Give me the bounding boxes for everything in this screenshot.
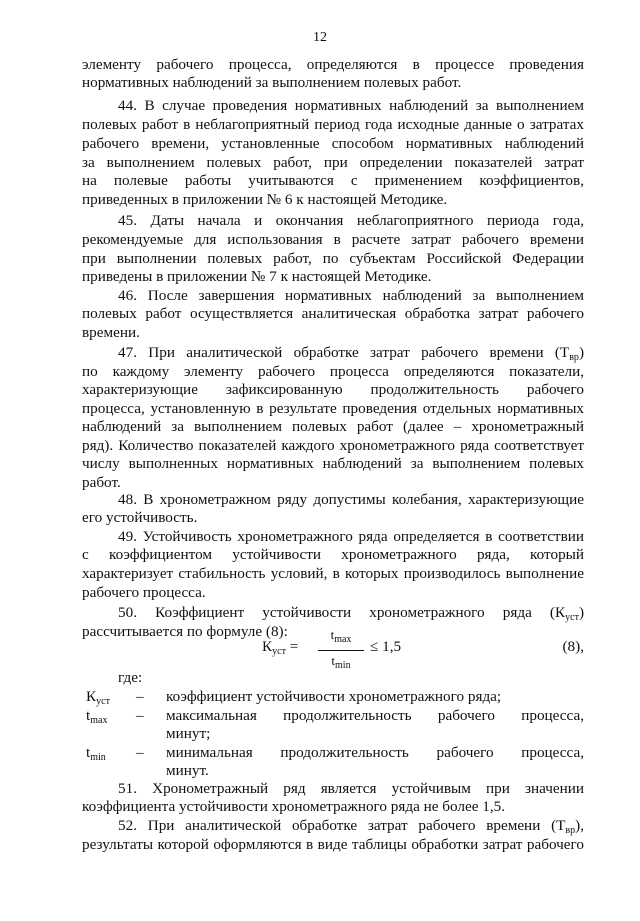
text-line: результаты которой оформляются в виде таблицы обработки затрат рабочего xyxy=(82,836,584,853)
text-fragment: 50. Коэффициент устойчивости хронометражного ряда (К xyxy=(118,604,566,621)
text-line: рекомендуемые для использования в расчете затрат рабочего времени xyxy=(82,231,584,248)
text-line: процесса, установленную в результате проведения отдельных нормативных xyxy=(82,400,584,417)
definition-text-continued: минут; xyxy=(166,725,211,742)
text-fragment: ) xyxy=(578,344,584,361)
where-label: где: xyxy=(118,669,143,686)
text-line: нормативных наблюдений за выполнением полевых работ. xyxy=(82,74,462,91)
definition-symbol: $t_{min}$ xyxy=(86,744,106,763)
text-line: элементу рабочего процесса, определяются в процессе проведения xyxy=(82,56,584,73)
text-line: 44. В случае проведения нормативных наблюдений за выполнением xyxy=(118,97,584,114)
text-fragment: 52. При аналитической обработке затрат рабочего времени (Т xyxy=(118,817,566,834)
definition-symbol: $t_{max}$ xyxy=(86,707,108,726)
text-line: полевых работ осуществляется аналитическая обработка затрат рабочего xyxy=(82,305,584,322)
definition-dash: – xyxy=(136,707,144,724)
formula-lhs: $К_{уст}$ = xyxy=(262,638,299,657)
text-fragment: ), xyxy=(575,817,584,834)
definition-text: минимальная продолжительность рабочего процесса, xyxy=(166,744,584,761)
definition-dash: – xyxy=(136,744,144,761)
definition-text: максимальная продолжительность рабочего процесса, xyxy=(166,707,584,724)
text-line: за выполнением полевых работ, при определении показателей затрат xyxy=(82,154,584,171)
text-line: 49. Устойчивость хронометражного ряда определяется в соответствии xyxy=(118,528,584,545)
text-line: приведены в приложении № 7 к настоящей Методике. xyxy=(82,268,432,285)
formula-8 xyxy=(262,626,462,672)
subscript: вр xyxy=(569,352,579,363)
definition-symbol: $К_{уст}$ xyxy=(86,688,110,707)
fraction-denominator: $t_{min}$ xyxy=(331,653,351,671)
text-fragment: 47. При аналитической обработке затрат рабочего времени (Т xyxy=(118,344,570,361)
text-fragment: ) xyxy=(578,604,584,621)
definition-text-continued: минут. xyxy=(166,762,209,779)
definition-dash: – xyxy=(136,688,144,705)
formula-rhs: ≤ 1,5 xyxy=(370,638,402,655)
text-line: его устойчивость. xyxy=(82,509,198,526)
text-line: рабочего процесса. xyxy=(82,584,206,601)
text-line: при выполнении полевых работ, по субъектам Российской Федерации xyxy=(82,250,584,267)
text-line: полевых работ в неблагоприятный период года исходные данные о затратах xyxy=(82,116,584,133)
text-line: времени. xyxy=(82,324,140,341)
equation-number: (8), xyxy=(562,638,584,655)
text-line: 46. После завершения нормативных наблюдений за выполнением xyxy=(118,287,584,304)
text-line: с коэффициентом устойчивости хронометражного ряда, который xyxy=(82,546,584,563)
subscript: уст xyxy=(565,612,579,623)
text-line: на полевые работы учитываются с применением коэффициентов, xyxy=(82,172,584,189)
text-line: 45. Даты начала и окончания неблагоприятного периода года, xyxy=(118,212,584,229)
text-line: приведенных в приложении № 6 к настоящей Методике. xyxy=(82,191,448,208)
page-number: 12 xyxy=(313,30,327,45)
text-line: числу выполненных нормативных наблюдений за выполнением полевых xyxy=(82,455,584,472)
subscript: вр xyxy=(565,825,576,836)
text-line: характеризует стабильность условий, в которых производилось выполнение xyxy=(82,565,584,582)
text-line: работ. xyxy=(82,474,121,491)
text-line: наблюдений за выполнением полевых работ (далее – хронометражный xyxy=(82,418,584,435)
text-line: 51. Хронометражный ряд является устойчивым при значении xyxy=(118,780,584,797)
formula-fraction xyxy=(318,626,364,675)
text-line: рассчитывается по формуле (8): xyxy=(82,623,288,640)
text-line: характеризующие зафиксированную продолжительность рабочего xyxy=(82,381,584,398)
fraction-numerator: $t_{max}$ xyxy=(330,627,352,645)
text-line: ряд). Количество показателей каждого хронометражного ряда соответствует xyxy=(82,437,584,454)
fraction-bar xyxy=(318,650,364,651)
text-line: рабочего времени, установленные способом нормативных наблюдений xyxy=(82,135,584,152)
text-line: коэффициента устойчивости хронометражного ряда не более 1,5. xyxy=(82,798,506,815)
text-line: по каждому элементу рабочего процесса определяются показатели, xyxy=(82,363,584,380)
definition-text: коэффициент устойчивости хронометражного ряда; xyxy=(166,688,502,705)
text-line: 48. В хронометражном ряду допустимы колебания, характеризующие xyxy=(118,491,584,508)
